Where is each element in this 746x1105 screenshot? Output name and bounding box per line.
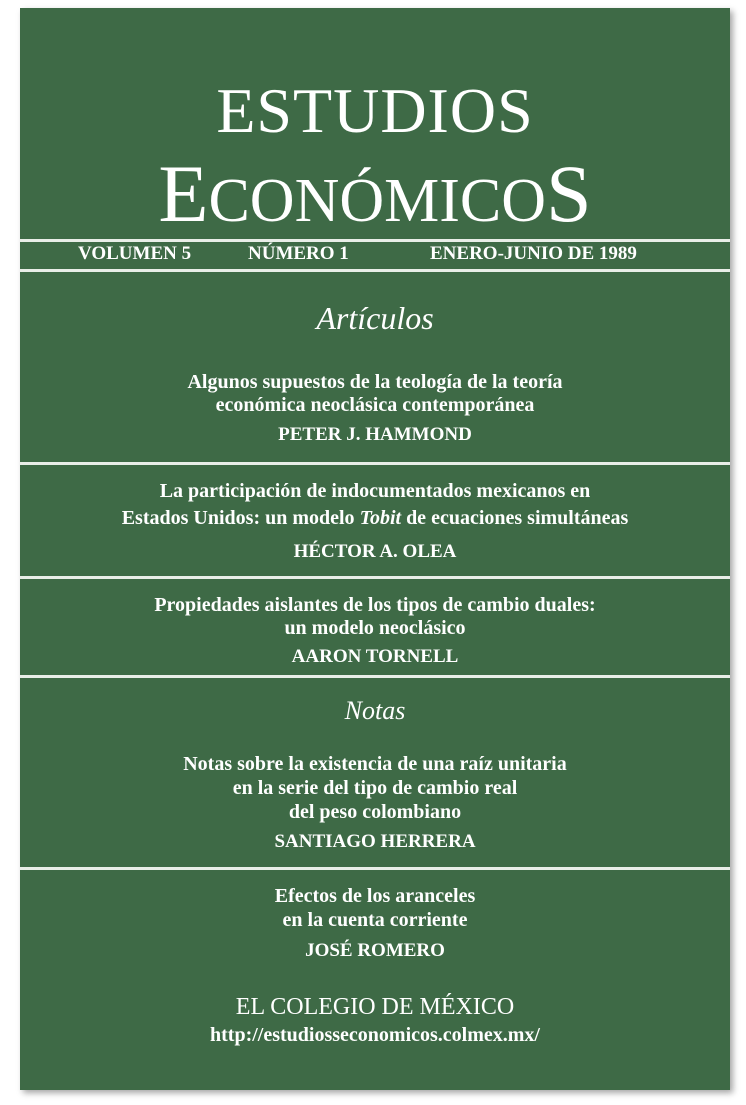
article-2-title-line1: La participación de indocumentados mexicanos en [159,480,591,502]
divider-article-1 [20,462,730,465]
issue-volume: VOLUMEN 5 [78,243,192,264]
divider-note-1 [20,867,730,870]
publisher-url[interactable]: http://estudiosseconomicos.colmex.mx/ [210,1024,540,1046]
note-1-title-line1: Notas sobre la existencia de una raíz unitaria [183,753,567,775]
issue-date: ENERO-JUNIO DE 1989 [430,243,637,264]
note-1-author: SANTIAGO HERRERA [274,831,476,852]
article-2-title-italic: Tobit [359,507,402,529]
article-3-title-line2: un modelo neoclásico [284,617,466,639]
article-2-title-line2 [20,507,730,530]
divider-issue [20,269,730,272]
article-3-title-line1: Propiedades aislantes de los tipos de cambio duales: [154,594,596,616]
section-heading-notes: Notas [344,696,406,725]
article-2-author: HÉCTOR A. OLEA [293,541,457,562]
article-1-author: PETER J. HAMMOND [278,424,472,445]
section-heading-articles: Artículos [316,300,434,336]
divider-article-2 [20,576,730,579]
journal-title-final: S [546,148,592,239]
publisher-name: EL COLEGIO DE MÉXICO [235,994,515,1020]
note-2-title-line2: en la cuenta corriente [282,909,468,931]
article-1-title-line1: Algunos supuestos de la teología de la teoría [187,371,563,393]
note-2-title-line1: Efectos de los aranceles [274,885,476,907]
note-2-author: JOSÉ ROMERO [305,940,445,961]
article-1-title-line2: económica neoclásica contemporánea [215,394,535,416]
divider-top [20,239,730,242]
journal-title-line1: ESTUDIOS [216,75,534,146]
journal-title-initial: E [158,148,209,239]
journal-title-smallcaps: CONÓMICO [208,167,547,235]
article-2-title-part-a: Estados Unidos: un modelo [121,507,360,529]
note-1-title-line3: del peso colombiano [288,801,462,823]
divider-article-3 [20,675,730,678]
journal-cover [20,8,730,1090]
note-1-title-line2: en la serie del tipo de cambio real [232,777,518,799]
journal-title-line2 [20,150,730,245]
article-3-author: AARON TORNELL [291,646,459,667]
article-2-title-part-c: de ecuaciones simultáneas [401,507,629,529]
issue-number: NÚMERO 1 [248,243,349,264]
